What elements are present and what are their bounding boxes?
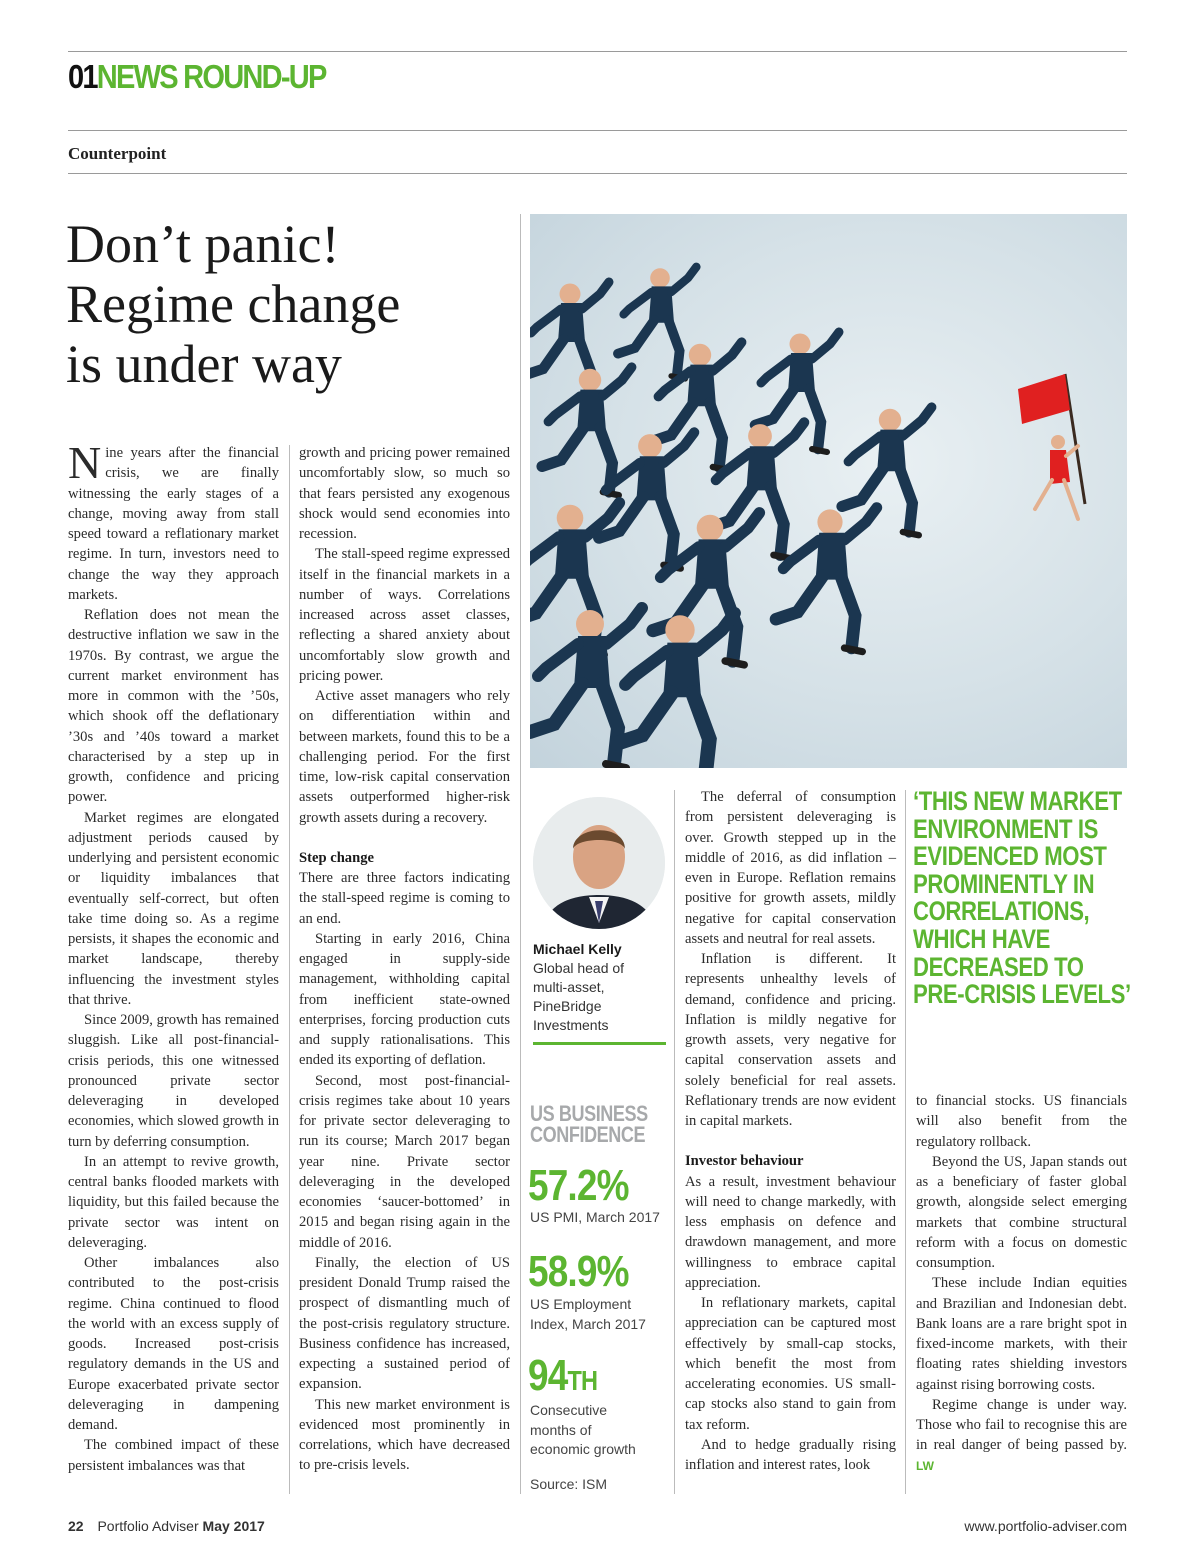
article-column-3 [685,787,896,1475]
paragraph: In reflationary markets, capital appreciation can be captured most effectively by small-cap stocks, which benefit the most from accelerating economies. US small-cap stocks also stand to gain from tax reform. [685,1295,896,1433]
headline-line-1: Don’t panic! [66,214,340,274]
issue-date: May 2017 [202,1518,265,1534]
businessman-figures [530,267,932,768]
publication-name: Portfolio Adviser [97,1518,199,1534]
pull-quote: ‘THIS NEW MARKET ENVIRONMENT IS EVIDENCED MOST PROMINENTLY IN CORRELATIONS, WHICH HAVE DECREASED TO PRE-CRISIS LEVELS’ [913,786,1131,1010]
paragraph: Other imbalances also contributed to the post-crisis regime. China continued to flood the world with an excess supply of goods. Increased post-crisis regulatory demands in the US and Europe exacerbated private sector deleveraging in dampening demand. [68,1255,279,1433]
running-businessmen-illustration [530,214,1127,768]
paragraph: In an attempt to revive growth, central banks flooded markets with liquidity, but this failed because the private sector was intent on deleveraging. [68,1153,279,1251]
author-name: Michael Kelly [533,941,622,957]
article-column-4 [916,1091,1127,1476]
column-separator [674,790,675,1494]
paragraph: This new market environment is evidenced most prominently in correlations, which have decreased to pre-crisis levels. [299,1396,510,1474]
kicker-rule [68,173,1127,174]
paragraph: And to hedge gradually rising inflation and interest rates, look [685,1436,896,1473]
section-header [68,58,326,96]
author-portrait [533,797,665,929]
paragraph: Nine years after the financial crisis, we are finally witnessing the early stages of a change, moving away from stall speed toward a reflationary market regime. In turn, investors need to change the way they approach markets. [68,437,279,603]
paragraph: Starting in early 2016, China engaged in supply-side management, withholding capital from inefficient state-owned enterprises, forcing production cuts and supply rationalisations. This ended its exporting of deflation. [299,930,510,1069]
page-number: 22 [68,1518,84,1534]
paragraph: Finally, the election of US president Donald Trump raised the prospect of dismantling much of the post-crisis regulatory structure. Business confidence has increased, expecting a sustained period of expansion. [299,1254,510,1393]
paragraph: Beyond the US, Japan stands out as a beneficiary of faster global growth, alongside select emerging markets that combine structural reform with a focus on domestic consumption. [916,1153,1127,1271]
byline-divider [533,1042,666,1045]
paragraph: These include Indian equities and Brazilian and Indonesian debt. Bank loans are a rare bright spot in fixed-income markets, with their floating rates shielding investors against rising borrowing costs. [916,1275,1127,1393]
paragraph: growth and pricing power remained uncomfortably slow, so much so that fears persisted any exogenous shock would send economies into recession. [299,445,510,542]
column-separator [289,445,290,1494]
author-photo [533,797,665,929]
author-initials: LW [916,1458,934,1473]
author-byline [533,940,624,1035]
paragraph: The stall-speed regime expressed itself in the financial markets in a number of ways. Correlations increased across asset classes, reflecting a shared anxiety about uncomfortably slow growth and pricing power. [299,546,510,684]
paragraph: Since 2009, growth has remained sluggish. Like all post-financial-crisis periods, this one witnessed pronounced private sector deleveraging in developed economies, which slowed growth in turn by deferring consumption. [68,1012,279,1150]
drop-cap: N [68,437,102,488]
subheading: Step change [299,849,374,866]
paragraph: Active asset managers who rely on differentiation within and between markets, found this to be a challenging period. For the first time, low-risk capital conservation assets outperformed higher-risk growth assets during a recovery. [299,688,510,826]
website-url: www.portfolio-adviser.com [964,1518,1127,1534]
stat-value-pmi: 57.2% [528,1161,629,1210]
stats-source: Source: ISM [530,1476,608,1492]
stat-value-growth-months [528,1351,598,1403]
subheading: Investor behaviour [685,1153,804,1170]
paragraph: As a result, investment behaviour will need to change markedly, with less emphasis on defence and drawdown management, and more willingness to embrace capital appreciation. [685,1173,896,1291]
top-rule [68,51,1127,52]
paragraph: The deferral of consumption from persistent deleveraging is over. Growth stepped up in the middle of 2016, as did inflation – even in Europe. Reflation remains positive for growth assets, mildly negative for capital conservation assets and neutral for real assets. [685,789,896,947]
paragraph [916,1395,1127,1476]
woman-with-red-flag [1018,374,1085,519]
stat-number: 94 [528,1351,568,1400]
headline-line-3: is under way [66,334,342,394]
stat-label-employment: US Employment Index, March 2017 [530,1296,646,1332]
column-separator [520,214,521,1494]
author-role: Global head of multi-asset, PineBridge Investments [533,960,625,1033]
closing-text: Regime change is under way. Those who fail to recognise this are in real danger of being passed by. [916,1396,1127,1454]
paragraph: Second, most post-financial-crisis regimes take about 10 years for private sector deleveraging to run its course; March 2017 began year nine. Private sector deleveraging in the developed economies ‘saucer-bottomed’ in 2015 and began rising again in the middle of 2016. [299,1072,510,1251]
headline-line-2: Regime change [66,274,401,334]
paragraph: to financial stocks. US financials will also benefit from the regulatory rollback. [916,1093,1127,1150]
paragraph: Market regimes are elongated adjustment periods caused by underlying and persistent economic or liquidity imbalances that eventually self-correct, but often take time doing so. As a regime persists, it shapes the economic and market landscape, thereby influencing the investment styles that thrive. [68,809,279,1008]
paragraph: The combined impact of these persistent imbalances was that [68,1437,279,1474]
stat-label-pmi: US PMI, March 2017 [530,1209,660,1225]
paragraph: There are three factors indicating the stall-speed regime is coming to an end. [299,870,510,927]
column-separator [905,790,906,1494]
stat-suffix: TH [567,1365,598,1396]
stat-value-employment: 58.9% [528,1247,629,1296]
paragraph: Reflation does not mean the destructive inflation we saw in the 1970s. By contrast, we argue the current market environment has more in common with the ’50s, which shook off the deflationary ’30s and ’40s toward a market characterised by a step up in growth, confidence and pricing power. [68,607,279,806]
article-column-1 [68,437,279,1476]
section-label: NEWS ROUND-UP [96,58,326,95]
section-rule [68,130,1127,131]
hero-illustration [530,214,1127,768]
kicker: Counterpoint [68,144,167,163]
section-number: 01 [68,58,97,95]
article-column-2 [299,443,510,1476]
footer-left [68,1518,265,1534]
stats-title: US BUSINESS CONFIDENCE [530,1101,648,1147]
stat-label-growth-months: Consecutive months of economic growth [530,1402,636,1457]
headline [66,214,516,394]
paragraph: Inflation is different. It represents unhealthy levels of demand, confidence and pricing. Inflation is mildly negative for growth assets, very negative for capital conservation assets and solely beneficial for real assets. Reflationary trends are now evident in capital markets. [685,951,896,1129]
